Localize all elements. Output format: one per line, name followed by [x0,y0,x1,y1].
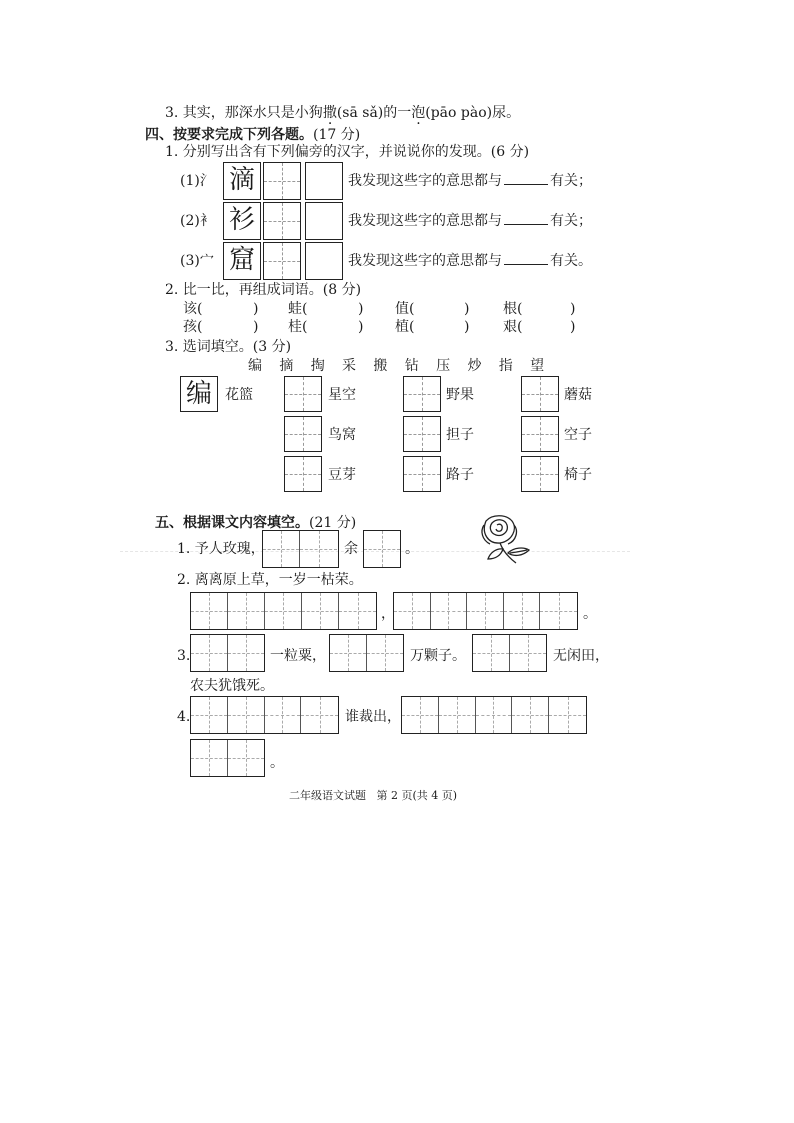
q3-prefix: 3. 其实，那深水只是小狗 [165,105,323,121]
fill-word: 野果 [446,387,474,403]
compare-char: 桂( [288,319,308,335]
compare-close: ) [570,301,576,317]
fill-cell[interactable] [521,376,559,412]
s5-q2-comma: ， [381,606,395,622]
compare-close: ) [570,319,576,335]
section4-heading [145,124,360,144]
example-char-box-3: 窟 [223,242,261,280]
compare-item[interactable] [183,300,202,318]
fill-cell[interactable] [284,376,322,412]
pao-pinyin: (pāo pào) [425,105,493,121]
section5-score: (21 分) [309,515,357,531]
rose-icon [472,513,534,568]
s5-q3-t2: 万颗子。 [410,648,466,664]
s5-q3-prefix: 3. [177,648,191,664]
fill-word: 椅子 [564,467,592,483]
answer-box[interactable] [305,162,343,200]
writing-grid[interactable] [190,634,265,672]
answer-blank[interactable] [504,264,548,265]
example-word: 花篮 [225,387,253,403]
sa-pinyin: (sā sǎ) [336,105,384,121]
compare-char: 该( [183,301,203,317]
writing-grid[interactable] [363,530,401,568]
finding-text: 我发现这些字的意思都与 [348,173,502,189]
compare-item[interactable] [395,318,414,336]
answer-box[interactable] [305,202,343,240]
compare-close: ) [358,301,364,317]
fill-word: 豆芽 [328,467,356,483]
compare-char: 值( [395,301,415,317]
s4-q1-prompt: 1. 分别写出含有下列偏旁的汉字，并说说你的发现。(6 分) [165,144,530,160]
s4-q1-label-3: (3)宀 [180,253,214,269]
s5-q1-mid: 余 [344,541,358,557]
s5-q4-end: 。 [270,755,284,771]
fill-cell[interactable] [403,456,441,492]
page-footer: 二年级语文试题 第 2 页(共 4 页) [289,789,458,802]
example-char-box-1: 滴 [223,162,261,200]
s4-q1-text-3 [348,252,592,270]
compare-item[interactable] [395,300,414,318]
q3-mid: 的一 [383,105,412,121]
writing-grid[interactable] [472,634,547,672]
sa-char: 撒 [322,105,337,121]
writing-grid[interactable] [190,739,265,777]
pao-char: 泡 [411,105,426,121]
compare-char: 蛙( [288,301,308,317]
compare-close: ) [253,301,259,317]
fill-word: 担子 [446,427,474,443]
fill-word: 鸟窝 [328,427,356,443]
compare-item[interactable] [503,318,522,336]
section5-title: 五、根据课文内容填空。 [155,515,309,531]
compare-item[interactable] [503,300,522,318]
compare-item[interactable] [288,300,307,318]
finding-text: 我发现这些字的意思都与 [348,213,502,229]
answer-cell[interactable] [263,202,301,240]
s4-q2-prompt: 2. 比一比，再组成词语。(8 分) [165,282,362,298]
s5-q2-line: 2. 离离原上草，一岁一枯荣。 [177,572,363,588]
finding-suffix: 有关； [550,173,592,189]
s5-q4-mid: 谁裁出， [345,709,401,725]
s4-q1-label-1: (1)氵 [180,173,214,189]
fill-cell[interactable] [403,376,441,412]
compare-close: ) [253,319,259,335]
compare-item[interactable] [288,318,307,336]
compare-char: 孩( [183,319,203,335]
section4-score: (17 分) [313,127,361,143]
answer-cell[interactable] [263,242,301,280]
compare-char: 根( [503,301,523,317]
compare-item[interactable] [183,318,202,336]
s5-q2-end: 。 [583,606,597,622]
s5-q4-prefix: 4. [177,709,191,725]
compare-close: ) [358,319,364,335]
writing-grid[interactable] [401,696,587,734]
s4-q1-text-1 [348,172,592,190]
compare-char: 植( [395,319,415,335]
word-bank: 编 摘 掏 采 搬 钻 压 炒 指 望 [248,358,546,374]
fill-word: 空子 [564,427,592,443]
section4-title: 四、按要求完成下列各题。 [145,127,313,143]
answer-blank[interactable] [504,184,548,185]
q3-sentence [165,104,520,122]
writing-grid[interactable] [190,592,377,630]
writing-grid[interactable] [262,530,339,568]
fill-word: 星空 [328,387,356,403]
writing-grid[interactable] [329,634,404,672]
s4-q1-label-2: (2)衤 [180,213,214,229]
fill-word: 蘑菇 [564,387,592,403]
compare-char: 艰( [503,319,523,335]
s5-q3-line2: 农夫犹饿死。 [190,678,274,694]
example-char-box-2: 衫 [223,202,261,240]
writing-grid[interactable] [393,592,578,630]
s5-q3-t3: 无闲田， [553,648,609,664]
s5-q3-t1: 一粒粟， [270,648,326,664]
fill-word: 路子 [446,467,474,483]
fill-cell[interactable] [521,416,559,452]
compare-close: ) [464,319,470,335]
compare-close: ) [464,301,470,317]
fill-cell[interactable] [521,456,559,492]
s5-q1-prefix: 1. 予人玫瑰， [177,541,265,557]
section5-heading [155,512,356,532]
fill-cell[interactable] [403,416,441,452]
answer-cell[interactable] [263,162,301,200]
example-word-char: 编 [180,376,218,412]
fill-cell[interactable] [284,456,322,492]
finding-suffix: 有关。 [550,253,592,269]
writing-grid[interactable] [190,696,339,734]
s4-q3-prompt: 3. 选词填空。(3 分) [165,339,292,355]
finding-suffix: 有关； [550,213,592,229]
fill-cell[interactable] [284,416,322,452]
answer-box[interactable] [305,242,343,280]
s5-q1-end: 。 [405,541,419,557]
answer-blank[interactable] [504,224,548,225]
q3-end: 尿。 [492,105,521,121]
finding-text: 我发现这些字的意思都与 [348,253,502,269]
s4-q1-text-2 [348,212,592,230]
